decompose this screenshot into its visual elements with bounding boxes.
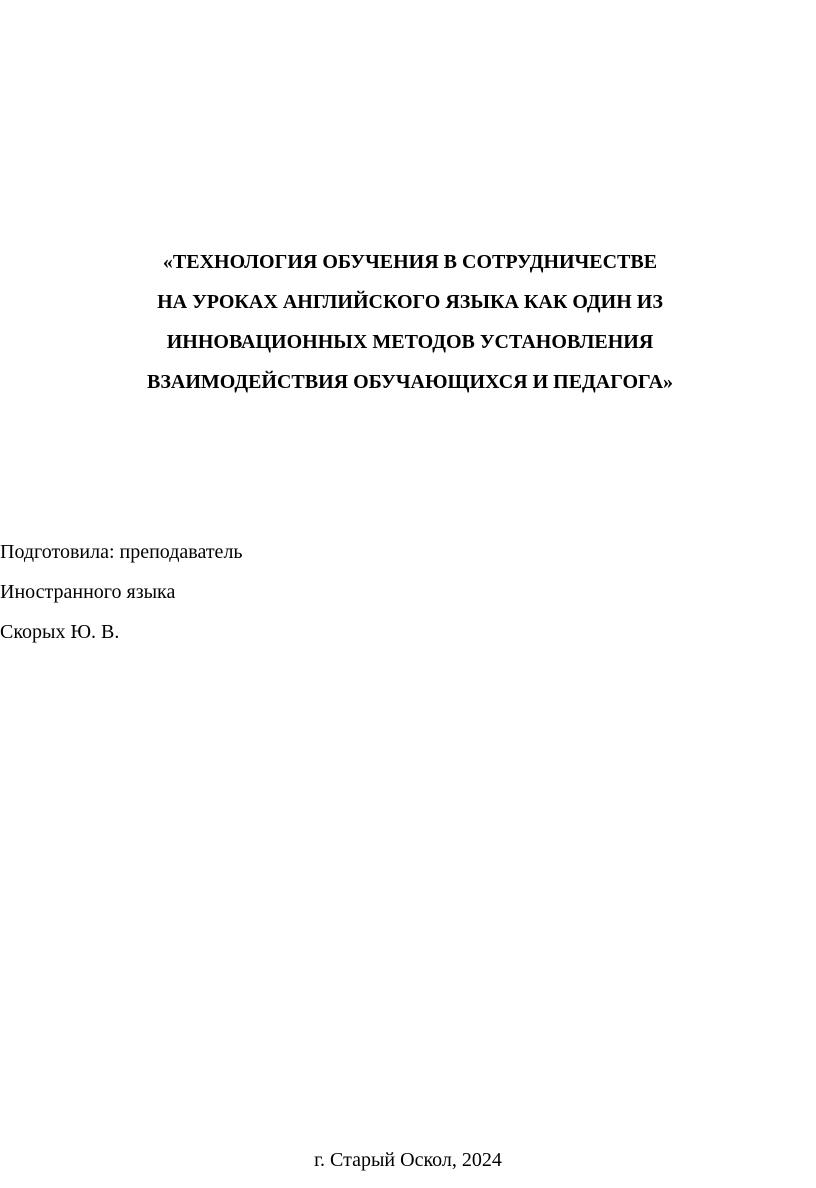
author-role: Подготовила: преподаватель: [0, 541, 243, 563]
title-line: «ТЕХНОЛОГИЯ ОБУЧЕНИЯ В СОТРУДНИЧЕСТВЕ: [162, 251, 658, 273]
title-line: ИННОВАЦИОННЫХ МЕТОДОВ УСТАНОВЛЕНИЯ: [166, 331, 654, 353]
title-line: ВЗАИМОДЕЙСТВИЯ ОБУЧАЮЩИХСЯ И ПЕДАГОГА»: [146, 371, 674, 393]
document-title: [60, 242, 760, 402]
author-info: [0, 532, 243, 652]
footer-place-year: [0, 1140, 816, 1180]
title-line: НА УРОКАХ АНГЛИЙСКОГО ЯЗЫКА КАК ОДИН ИЗ: [157, 291, 663, 313]
author-name: Скорых Ю. В.: [0, 621, 120, 643]
footer-text: г. Старый Оскол, 2024: [314, 1149, 502, 1171]
author-subject: Иностранного языка: [0, 581, 176, 603]
